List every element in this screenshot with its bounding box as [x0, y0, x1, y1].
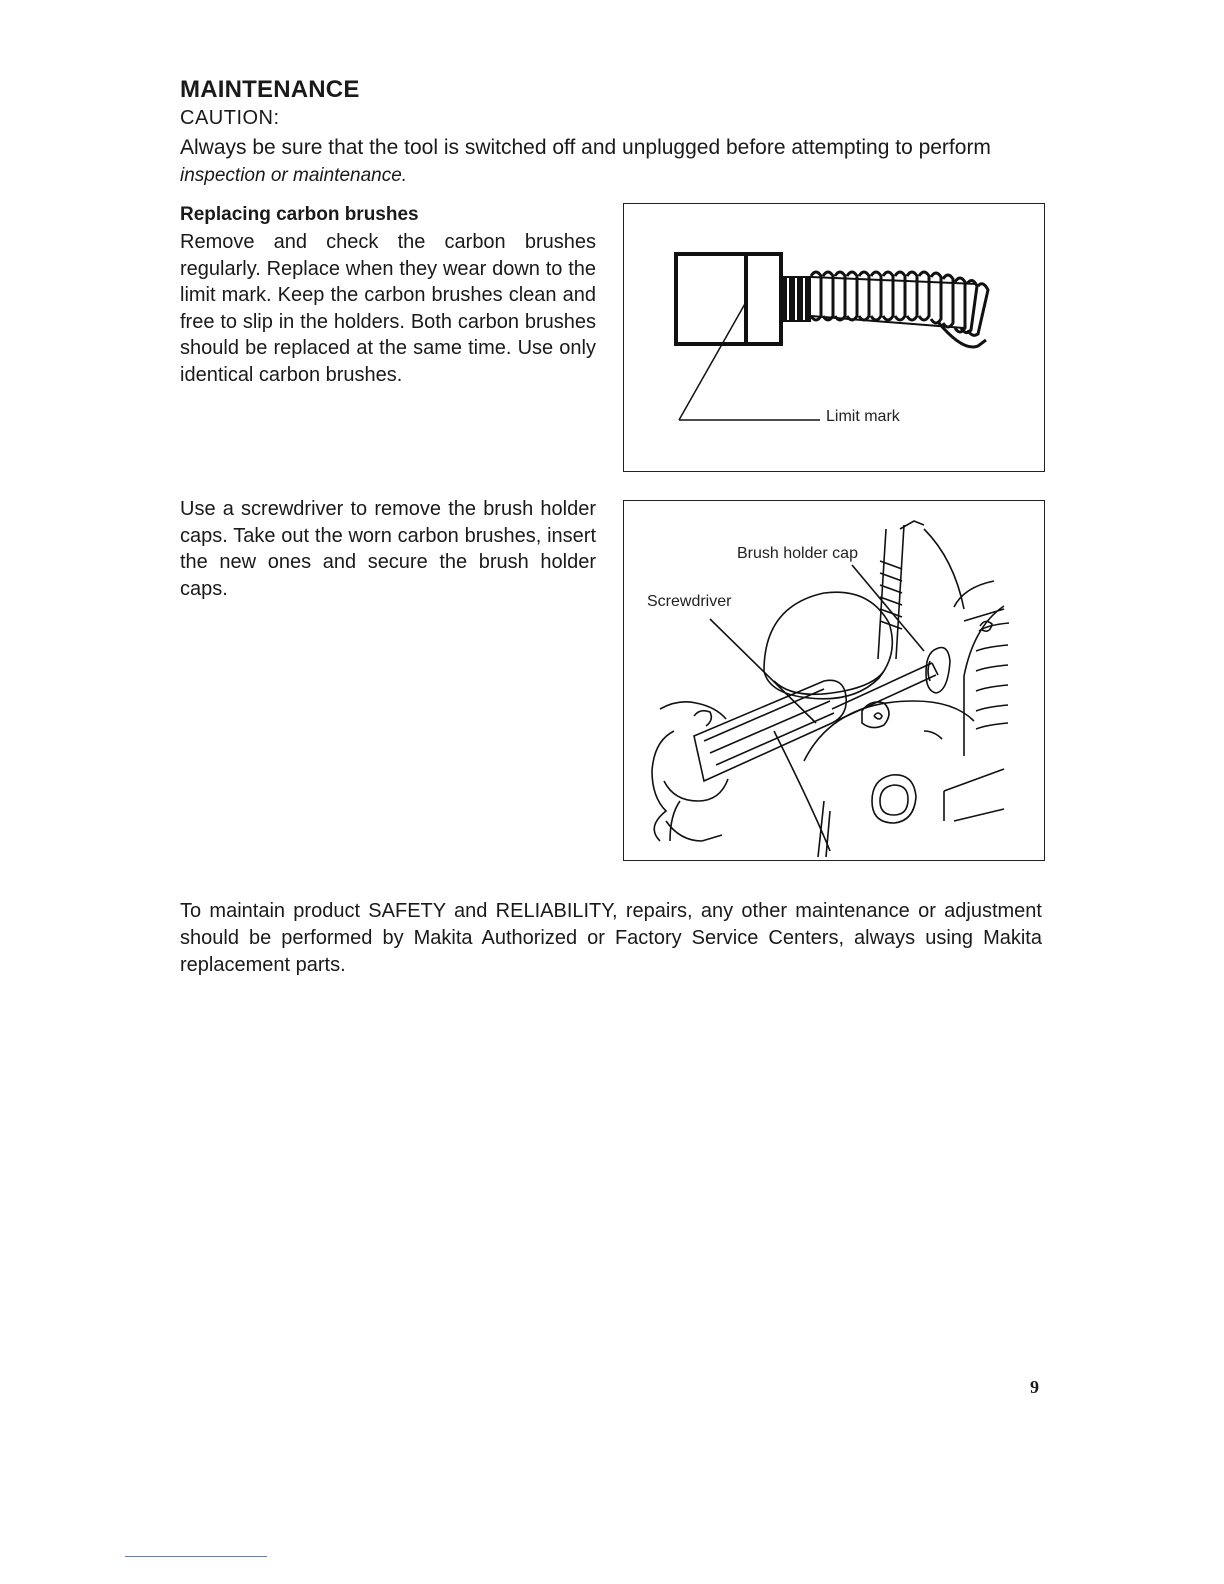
brush-holder-figure [623, 500, 1045, 861]
carbon-brushes-heading: Replacing carbon brushes [180, 204, 419, 225]
carbon-brush-drawing [624, 204, 1044, 471]
carbon-brushes-paragraph: Remove and check the carbon brushes regularly. Replace when they wear down to the limit mark. Keep the carbon brushes clean and free to slip in the holders. Both carbon brushes should be replaced at the same time. Use only identical carbon brushes. [180, 231, 596, 386]
service-notice: To maintain product SAFETY and RELIABILITY, repairs, any other maintenance or adjustment should be performed by Makita Authorized or Factory Service Centers, always using Makita replacement parts. [180, 900, 1042, 976]
carbon-brush-figure [623, 203, 1045, 472]
bottom-divider [125, 1556, 267, 1557]
caution-text-line2: inspection or maintenance. [180, 165, 408, 186]
brush-holder-cap-label: Brush holder cap [737, 545, 858, 562]
page-number: 9 [1030, 1377, 1039, 1397]
limit-mark-label: Limit mark [826, 408, 900, 425]
section-title: MAINTENANCE [180, 76, 360, 103]
caution-text [180, 134, 1050, 190]
caution-text-line1: Always be sure that the tool is switched off and unplugged before attempting to perform [180, 136, 991, 159]
caution-label: CAUTION: [180, 107, 280, 129]
screwdriver-label: Screwdriver [647, 593, 732, 610]
brush-holder-paragraph: Use a screwdriver to remove the brush holder caps. Take out the worn carbon brushes, insert the new ones and secure the brush holder caps. [180, 498, 596, 600]
